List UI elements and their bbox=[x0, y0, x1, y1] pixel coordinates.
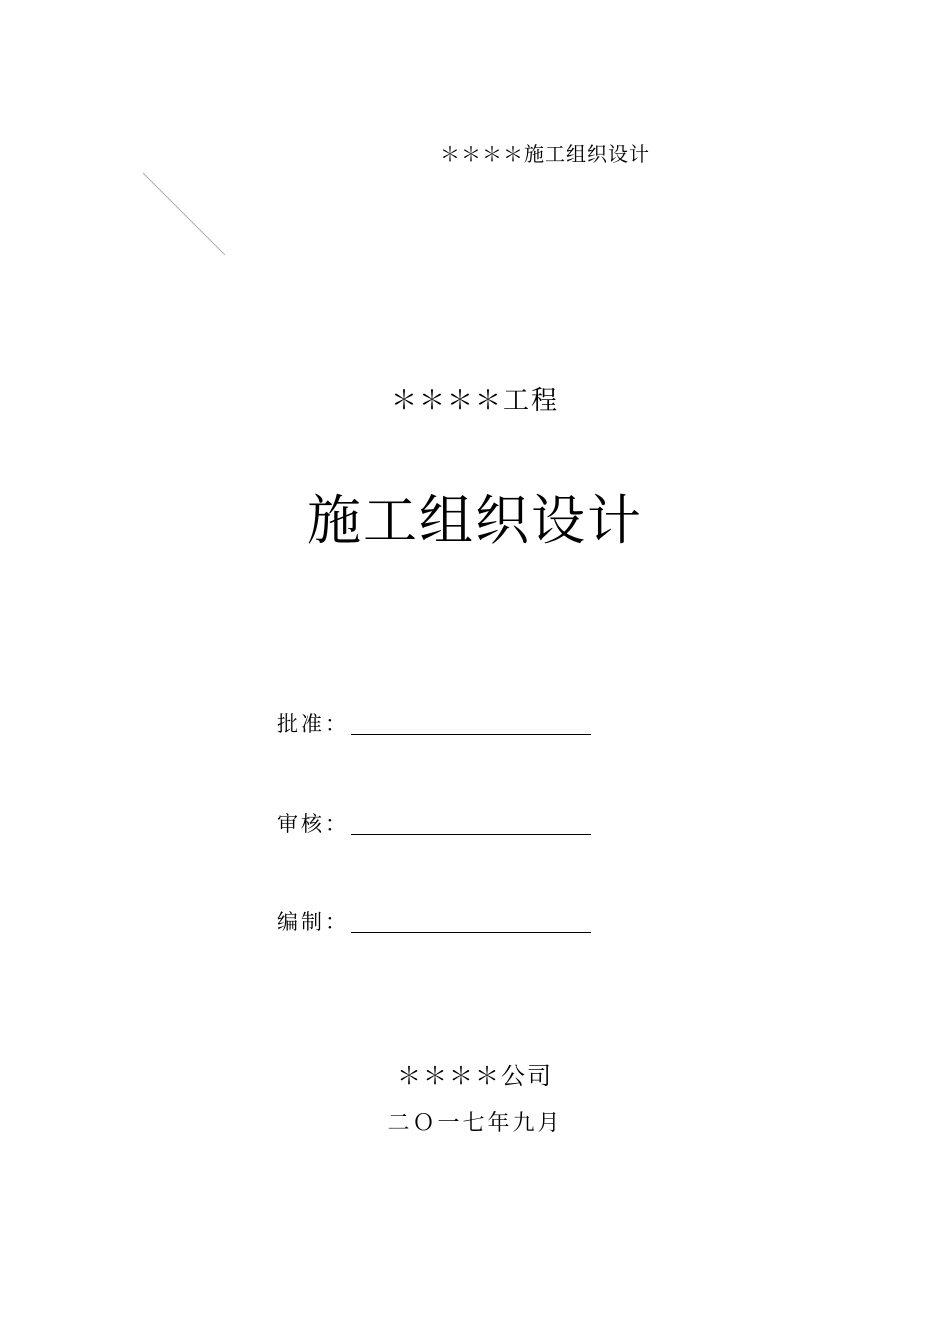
company-name: ＊＊＊＊公司 bbox=[397, 1062, 553, 1090]
corner-mark bbox=[143, 173, 225, 255]
approve-label: 批准： bbox=[277, 712, 349, 736]
review-signature-line bbox=[351, 834, 591, 835]
prepare-label: 编制： bbox=[277, 910, 349, 934]
review-row bbox=[277, 808, 591, 838]
review-label: 审核： bbox=[277, 812, 349, 836]
project-name: ＊＊＊＊工程 bbox=[390, 386, 559, 416]
prepare-signature-line bbox=[351, 932, 591, 933]
page-header-title: ＊＊＊＊施工组织设计 bbox=[440, 142, 650, 166]
document-title: 施工组织设计 bbox=[307, 489, 643, 552]
document-date: 二Ｏ一七年九月 bbox=[387, 1111, 563, 1136]
prepare-row bbox=[277, 906, 591, 936]
approve-signature-line bbox=[351, 734, 591, 735]
approve-row bbox=[277, 708, 591, 738]
